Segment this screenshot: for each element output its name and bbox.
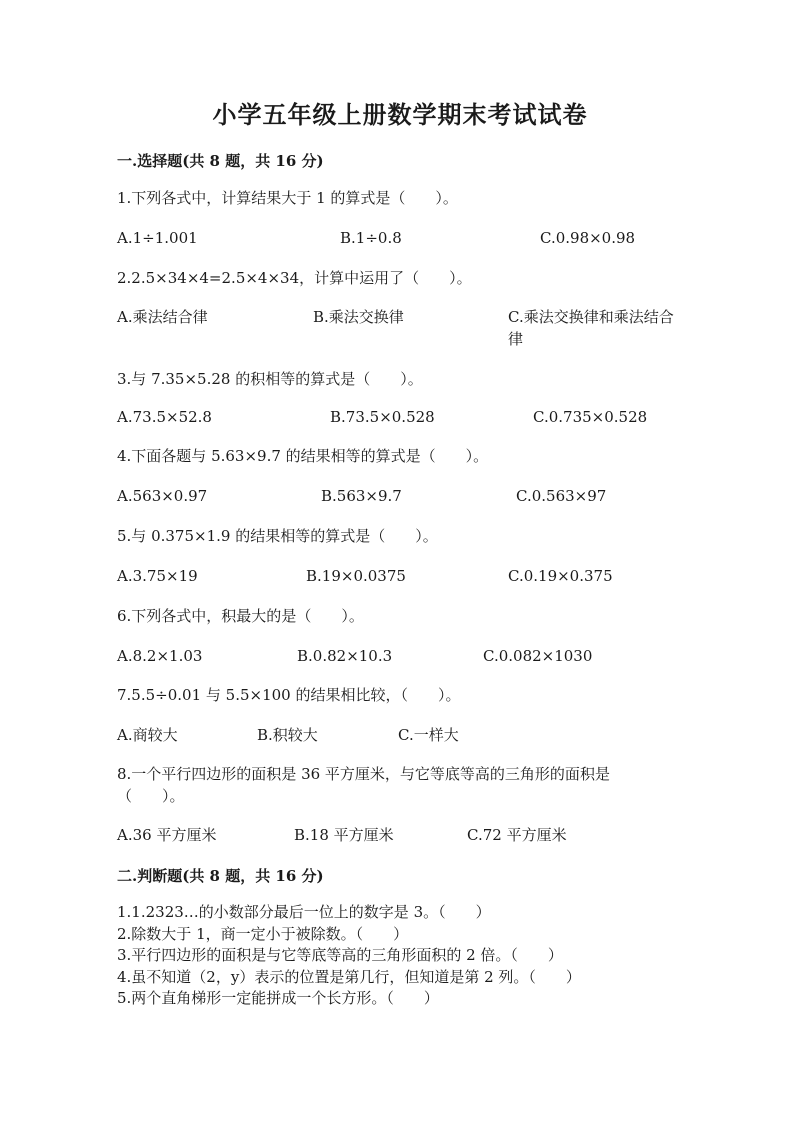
question-4-option-a: A.563×0.97 [117, 487, 208, 505]
question-6-option-b: B.0.82×10.3 [297, 647, 393, 665]
question-2-option-c: C.乘法交换律和乘法结合律 [508, 308, 674, 348]
question-8-option-a: A.36 平方厘米 [117, 826, 217, 844]
question-6-option-c: C.0.082×1030 [483, 647, 593, 665]
true-false-item-3: 3.平行四边形的面积是与它等底等高的三角形面积的 2 倍。（ ） [117, 946, 563, 964]
question-5-option-b: B.19×0.0375 [306, 567, 406, 585]
question-1-option-b: B.1÷0.8 [340, 229, 402, 247]
question-2-option-a: A.乘法结合律 [117, 308, 208, 326]
question-8: 8.一个平行四边形的面积是 36 平方厘米，与它等底等高的三角形的面积是（ ）。 [117, 765, 610, 805]
question-1: 1.下列各式中，计算结果大于 1 的算式是（ ）。 [117, 189, 458, 207]
true-false-item-2: 2.除数大于 1，商一定小于被除数。（ ） [117, 925, 409, 943]
question-3-option-c: C.0.735×0.528 [533, 408, 648, 426]
section-heading-multiple-choice: 一.选择题(共 8 题，共 16 分) [117, 152, 324, 170]
question-7-option-c: C.一样大 [398, 726, 459, 744]
true-false-item-5: 5.两个直角梯形一定能拼成一个长方形。（ ） [117, 989, 439, 1007]
question-2-option-b: B.乘法交换律 [313, 308, 404, 326]
question-2: 2.2.5×34×4=2.5×4×34，计算中运用了（ ）。 [117, 269, 472, 287]
question-6: 6.下列各式中，积最大的是（ ）。 [117, 607, 364, 625]
question-1-option-a: A.1÷1.001 [117, 229, 198, 247]
question-4: 4.下面各题与 5.63×9.7 的结果相等的算式是（ ）。 [117, 447, 489, 465]
question-4-option-c: C.0.563×97 [516, 487, 607, 505]
question-5: 5.与 0.375×1.9 的结果相等的算式是（ ）。 [117, 527, 438, 545]
question-3-option-b: B.73.5×0.528 [330, 408, 435, 426]
question-7-option-a: A.商较大 [117, 726, 178, 744]
question-3: 3.与 7.35×5.28 的积相等的算式是（ ）。 [117, 370, 423, 388]
question-7: 7.5.5÷0.01 与 5.5×100 的结果相比较，（ ）。 [117, 686, 461, 704]
question-4-option-b: B.563×9.7 [321, 487, 402, 505]
section-heading-true-false: 二.判断题(共 8 题，共 16 分) [117, 867, 324, 885]
question-3-option-a: A.73.5×52.8 [117, 408, 212, 426]
question-5-option-a: A.3.75×19 [117, 567, 198, 585]
true-false-item-4: 4.虽不知道（2，y）表示的位置是第几行，但知道是第 2 列。（ ） [117, 968, 581, 986]
page-title: 小学五年级上册数学期末考试试卷 [212, 100, 588, 129]
question-8-option-c: C.72 平方厘米 [467, 826, 567, 844]
question-1-option-c: C.0.98×0.98 [540, 229, 636, 247]
true-false-item-1: 1.1.2323…的小数部分最后一位上的数字是 3。（ ） [117, 903, 491, 921]
question-8-option-b: B.18 平方厘米 [294, 826, 394, 844]
question-7-option-b: B.积较大 [257, 726, 318, 744]
question-6-option-a: A.8.2×1.03 [117, 647, 203, 665]
question-5-option-c: C.0.19×0.375 [508, 567, 613, 585]
